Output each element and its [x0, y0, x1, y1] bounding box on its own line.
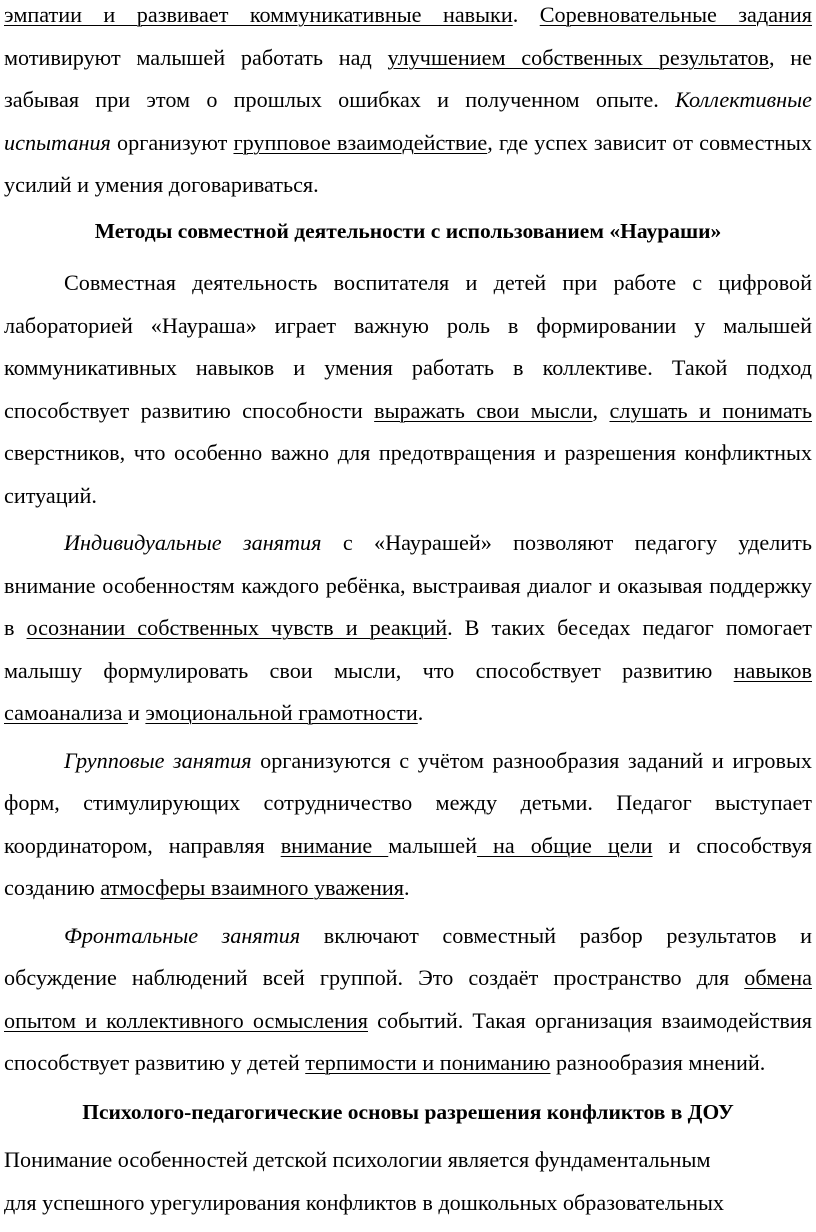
text-run: мотивируют малышей работать над — [4, 44, 388, 70]
paragraph-joint-activity — [4, 262, 812, 517]
text-run: разнообразия мнений. — [550, 1050, 766, 1075]
text-run: событий. Такая организация взаимодействия способствует развитию у детей — [4, 1007, 812, 1075]
text-run: малышей — [388, 832, 477, 858]
underlined-phrase: внимание — [280, 832, 389, 858]
text-run: с «Наурашей» позволяют педагогу уделить внимание особенностям каждого ребёнка, выстраивая диалог и оказывая поддержку в — [4, 530, 812, 640]
text-run: Совместная деятельность воспитателя и детей при работе с цифровой лабораторией «Наураша» играет важную роль в формировании у малышей коммуникативных навыков и умения работать в коллективе. Такой подход способствует развитию способности — [4, 270, 812, 423]
text-run: . В таких беседах педагог помогает малышу формулировать свои мысли, что способствует развитию — [4, 615, 812, 683]
text-run: и — [127, 700, 146, 725]
paragraph-child-psychology — [4, 1139, 812, 1224]
text-line: Понимание особенностей детской психологии является фундаментальным — [4, 1147, 711, 1172]
italic-term: Групповые занятия — [64, 747, 252, 773]
paragraph-group-lessons — [4, 740, 812, 910]
paragraph-frontal-lessons — [4, 915, 812, 1085]
underlined-phrase: терпимости и пониманию — [305, 1050, 551, 1075]
text-run: , — [592, 397, 610, 423]
paragraph-individual-lessons — [4, 522, 812, 735]
italic-term: Фронтальные занятия — [64, 922, 301, 948]
section-heading-joint-activity: Методы совместной деятельности с использованием «Наураши» — [94, 218, 722, 243]
text-run: сверстников, что особенно важно для предотвращения и разрешения конфликтных ситуаций. — [4, 440, 812, 508]
underlined-phrase: на общие цели — [476, 832, 653, 858]
text-run: и способствуя созданию — [4, 832, 813, 900]
underlined-phrase: обмена опытом и коллективного осмысления — [4, 965, 812, 1033]
underlined-phrase: эмпатии и развивает коммуникативные навыки — [4, 2, 513, 27]
italic-term: Коллективные испытания — [4, 87, 812, 155]
italic-term: Индивидуальные занятия — [64, 530, 322, 555]
underlined-phrase: Соревновательные задания — [539, 2, 812, 27]
underlined-phrase: групповое взаимодействие — [233, 129, 488, 155]
underlined-phrase: навыков самоанализа — [4, 657, 812, 725]
underlined-phrase: улучшением собственных результатов — [387, 44, 769, 70]
paragraph-competitive-tasks — [4, 0, 812, 207]
text-line: для успешного урегулирования конфликтов в дошкольных образовательных — [4, 1189, 725, 1215]
text-run: включают совместный разбор результатов и обсуждение наблюдений всей группой. Это создаёт пространство для — [4, 922, 812, 990]
underlined-phrase: эмоциональной грамотности — [145, 700, 418, 725]
underlined-phrase: атмосферы взаимного уважения — [100, 875, 404, 900]
text-run: , где успех зависит от совместных усилий и умения договариваться. — [4, 129, 812, 197]
underlined-phrase: осознании собственных чувств и реакций — [26, 615, 448, 640]
underlined-phrase: выражать свои мысли — [374, 397, 593, 423]
section-heading-conflict-resolution: Психолого-педагогические основы разрешения конфликтов в ДОУ — [82, 1099, 734, 1124]
text-run: организуют — [110, 129, 234, 155]
text-run: , не забывая при этом о прошлых ошибках и полученном опыте. — [4, 44, 813, 112]
text-run: . — [417, 700, 424, 725]
text-run: организуются с учётом разнообразия заданий и игровых форм, стимулирующих сотрудничество между детьми. Педагог выступает координатором, направляя — [4, 747, 812, 858]
text-run: . — [403, 875, 410, 900]
text-run: . — [512, 2, 540, 27]
underlined-phrase: слушать и понимать — [609, 397, 812, 423]
